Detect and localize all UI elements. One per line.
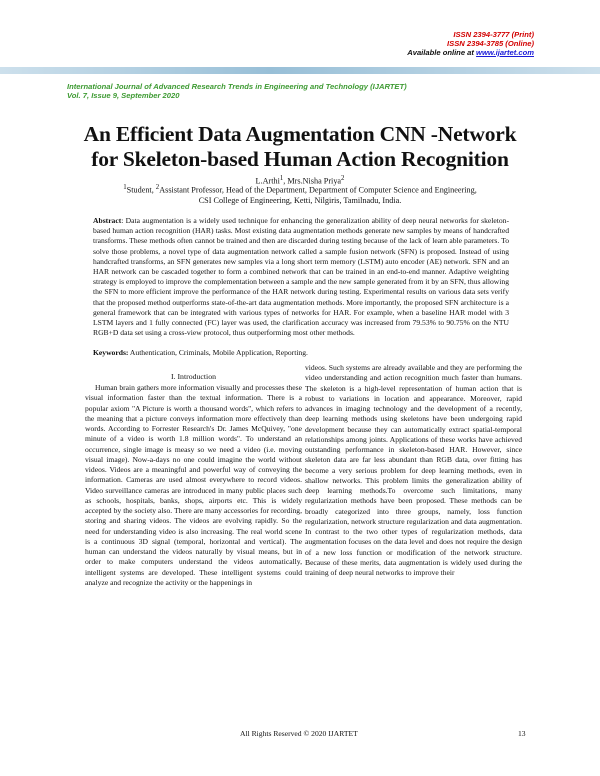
keywords-text: Authentication, Criminals, Mobile Application, Reporting.: [128, 348, 308, 357]
paper-title: [60, 122, 540, 172]
affil-sup-2: 2: [155, 184, 160, 191]
volume-issue: Vol. 7, Issue 9, September 2020: [67, 91, 180, 100]
affil-rest: Assistant Professor, Head of the Department, Department of Computer Science and Engineering,: [159, 185, 477, 195]
section-heading-introduction: I. Introduction: [170, 372, 217, 381]
author-1: L.Arthi: [255, 176, 280, 186]
affiliation: [60, 183, 540, 207]
footer-copyright: All Rights Reserved © 2020 IJARTET: [240, 729, 358, 738]
available-label: Available online at: [407, 47, 474, 57]
author-2-sup: 2: [341, 175, 345, 182]
affil-student: Student,: [126, 185, 156, 195]
title-line-1: An Efficient Data Augmentation CNN -Network: [83, 122, 517, 146]
author-1-sup: 1: [279, 175, 284, 182]
title-line-2: for Skeleton-based Human Action Recognition: [91, 147, 509, 171]
journal-info: [67, 82, 537, 100]
abstract: [93, 216, 509, 338]
left-column: [85, 372, 302, 588]
affiliation-line-1: [60, 183, 540, 196]
page-number: 13: [518, 729, 526, 738]
availability-line: [407, 49, 534, 58]
journal-name: International Journal of Advanced Research Trends in Engineering and Technology (IJARTET): [67, 82, 407, 91]
author-2: , Mrs.Nisha Priya: [283, 176, 342, 186]
issn-block: [407, 31, 534, 57]
keywords-label: Keywords:: [93, 348, 129, 357]
abstract-text: : Data augmentation is a widely used technique for enhancing the generalization ability of deep neural networks for skeleton-based human action recognition (HAR) tasks. Most existing data augmentation methods generate new samples by means of handcrafted transforms. These methods often cannot be trained and then are discarded during testing because of the lack of learn able parameters. To solve those problems, a novel type of data augmentation network called a sample fusion network (SFN) is proposed. Instead of using handcrafted transforms, an SFN generates new samples via a long short term memory (LSTM) auto encoder (AE) network. SFN and an HAR network can be cascaded together to form a combined network that can be trained in an end-to-end manner. Adaptive weighting strategy is employed to improve the complementation between a sample and the new sample generated from it by an SFN, thus allowing the SFN to more efficient improve the performance of the HAR network during testing. Experimental results on various data sets verify that the proposed method outperforms state-of-the-art data augmentation methods. More importantly, the proposed SFN architecture is a general framework that can be integrated with various types of networks for HAR. For example, when a baseline HAR model with 3 LSTM layers and 1 fully connected (FC) layer was used, the clarification accuracy was increased from 79.53% to 90.75% on the NTU RGB+D data set using a cross-view protocol, thus outperforming most other methods.: [93, 216, 509, 338]
issn-print: ISSN 2394-3777 (Print): [453, 30, 534, 39]
intro-paragraph-left: Human brain gathers more information visually and processes these visual information faster than the textual information. There is a popular axiom "A Picture is worth a thousand words", which refers to the meaning that a picture conveys information more effectively than words. According to Forrester Research's Dr. James McQuivey, "one minute of a video is worth 1.8 million words". To understand an occurrence, single image is measy so we need a video (i.e. moving visual image). Now-a-days no one could imagine the world without videos. Videos are a meaningful and powerful way of conveying the information. Cameras are used almost everywhere to record videos. Video surveillance cameras are introduced in many public places such as schools, hospitals, banks, shops, airports etc. This is widely accepted by the society also. There are many accessories for recording, storing and sharing videos. The videos are evolving rapidly. So the need for understanding video is also increasing. The real world scene is a continuous 3D signal (temporal, horizontal and vertical). The human can understand the videos naturally by visual means, but in order to make computers understand the videos automatically, intelligent systems are developed. These intelligent systems could analyze and recognize the activity or the happenings in: [85, 383, 302, 587]
journal-url-link[interactable]: www.ijartet.com: [476, 47, 534, 57]
affiliation-line-2: CSI College of Engineering, Ketti, Nilgiris, Tamilnadu, India.: [198, 196, 402, 206]
issn-online: ISSN 2394-3785 (Online): [447, 38, 534, 48]
header-accent-bar: [0, 67, 600, 74]
right-column: [305, 363, 522, 578]
abstract-label: Abstract: [93, 216, 122, 225]
keywords: [93, 348, 509, 358]
intro-paragraph-right: videos. Such systems are already available and they are performing the video understanding and action recognition much faster than humans. The skeleton is a high-level representation of human action that is robust to variations in location and appearance. Moreover, rapid advances in imaging technology and the development of a recently, deep learning methods using skeletons have been undergoing rapid development because they can automatically extract spatial-temporal relationships among joints. Applications of these works have achieved outstanding performance in skeleton-based HAR. However, since skeleton data are far less abundant than RGB data, over fitting has become a very serious problem for deep learning methods, even in shallow networks. This problem limits the generalization ability of deep learning methods.To overcome such limitations, many regularization methods have been proposed. These methods can be broadly categorized into three groups, namely, loss function regularization, network structure regularization and data augmentation. In contrast to the two other types of regularization methods, data augmentation focuses on the data level and does not require the design of a new loss function or modification of the network structure. Because of these merits, data augmentation is widely used during the training of deep neural networks to improve their: [305, 363, 522, 577]
affil-sup-1: 1: [123, 184, 127, 191]
